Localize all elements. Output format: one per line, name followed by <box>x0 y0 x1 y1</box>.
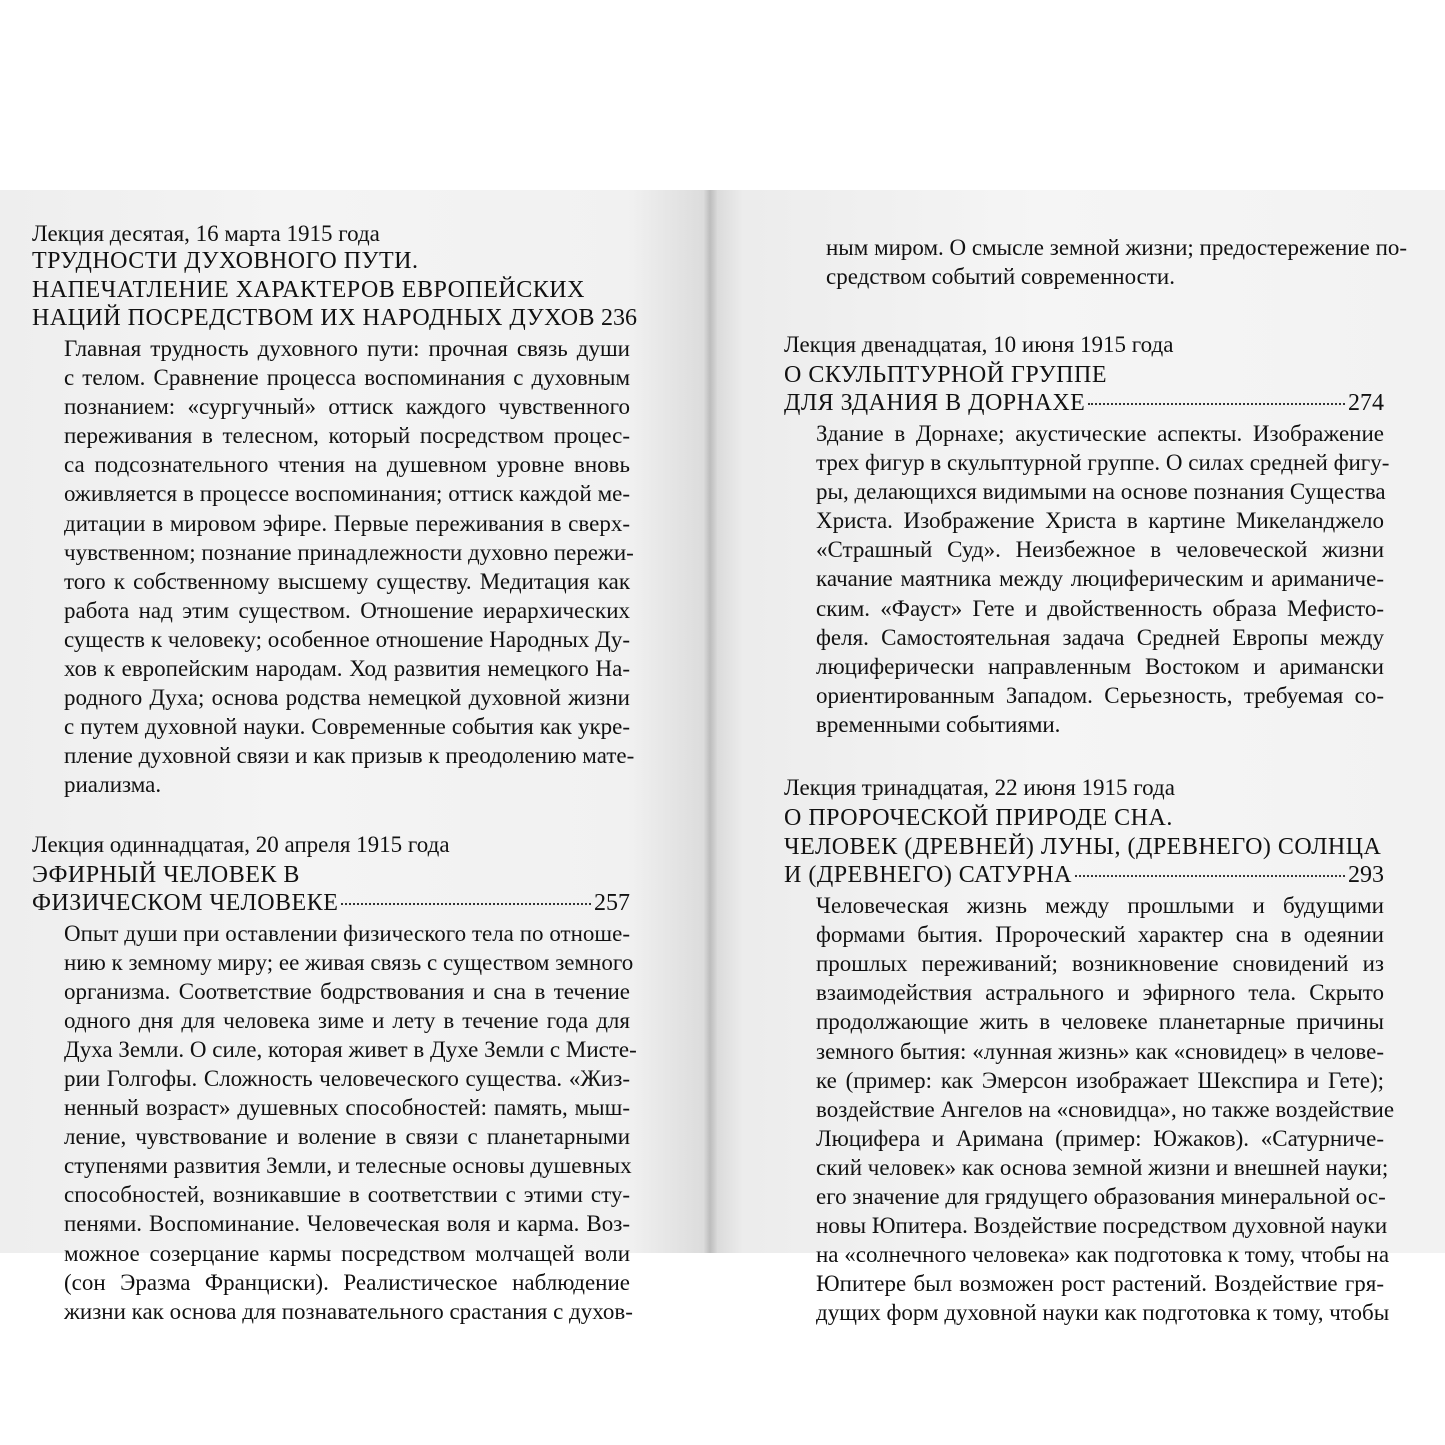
lecture-summary: Человеческая жизнь между прошлыми и будущими формами бытия. Пророческий характер сна в одеянии прошлых переживаний; возникновение сновидений из взаимодействия астрального и эфирного тела. Скрыто продолжающие жить в человеке планетарные причины земного бытия: «лунная жизнь» как «сновидец» в челове- ке (пример: как Эмерсон изображает Шекспира и Гете); воздействие Ангелов на «сновидца», но также воздействие Люцифера и Аримана (пример: Южаков). «Сатурниче- ский человек» как основа земной жизни и внешней науки; его значение для грядущего образования минеральной ос- новы Юпитера. Воздействие посредством духовной науки на «солнечного человека» как подготовка к тому, чтобы на Юпитере был возможен рост растений. Воздействие гря- дущих форм духовной науки как подготовка к тому, чтобы <box>816 893 1395 1326</box>
lecture-heading: Лекция тринадцатая, 22 июня 1915 года <box>784 775 1175 801</box>
lecture-title-line: НАЦИЙ ПОСРЕДСТВОМ ИХ НАРОДНЫХ ДУХОВ <box>32 305 596 331</box>
lecture-heading: Лекция двенадцатая, 10 июня 1915 года <box>784 332 1174 357</box>
page-number: 274 <box>1348 390 1384 416</box>
lecture-title-line: НАПЕЧАТЛЕНИЕ ХАРАКТЕРОВ ЕВРОПЕЙСКИХ <box>32 277 585 303</box>
lecture-title-line: О ПРОРОЧЕСКОЙ ПРИРОДЕ СНА. <box>784 805 1173 832</box>
lecture-title-line: ТРУДНОСТИ ДУХОВНОГО ПУТИ. <box>32 248 419 274</box>
left-column <box>32 220 638 1326</box>
page-number: 236 <box>601 305 638 331</box>
toc-entry-row[interactable] <box>32 890 630 917</box>
right-column <box>816 233 1408 291</box>
lecture-10-entry <box>32 220 638 800</box>
leader-dots <box>341 903 591 905</box>
right-column-entries <box>784 331 1395 1327</box>
lecture-11-entry <box>32 831 637 1326</box>
leader-dots <box>1088 403 1345 405</box>
toc-entry-row[interactable] <box>32 305 638 332</box>
continued-summary: ным миром. О смысле земной жизни; предостережение по- средством событий современности. <box>826 235 1408 290</box>
lecture-title-line: ЭФИРНЫЙ ЧЕЛОВЕК В <box>32 861 300 888</box>
lecture-title-line: О СКУЛЬПТУРНОЙ ГРУППЕ <box>784 362 1107 388</box>
lecture-title-line: ЧЕЛОВЕК (ДРЕВНЕЙ) ЛУНЫ, (ДРЕВНЕГО) СОЛНЦА <box>784 834 1382 861</box>
toc-entry-row[interactable] <box>784 862 1384 889</box>
page-number: 293 <box>1348 862 1384 889</box>
lecture-summary: Главная трудность духовного пути: прочная связь души с телом. Сравнение процесса воспоминания с духовным познанием: «сургучный» оттиск каждого чувственного переживания в телесном, который посредством процес- са подсознательного чтения на душевном уровне вновь оживляется в процессе воспоминания; оттиск каждой ме- дитации в мировом эфире. Первые переживания в сверх- чувственном; познание принадлежности духовно пережи- того к собственному высшему существу. Медитация как работа над этим существом. Отношение иерархических существ к человеку; особенное отношение Народных Ду- хов к европейским народам. Ход развития немецкого На- родного Духа; основа родства немецкой духовной жизни с путем духовной науки. Современные события как укре- пление духовной связи и как призыв к преодолению мате- риализма. <box>64 336 635 798</box>
lecture-heading: Лекция одиннадцатая, 20 апреля 1915 года <box>32 831 450 857</box>
lecture-13-entry <box>784 774 1395 1327</box>
lecture-heading: Лекция десятая, 16 марта 1915 года <box>32 221 380 246</box>
lecture-title-line: ФИЗИЧЕСКОМ ЧЕЛОВЕКЕ <box>32 889 339 916</box>
lecture-title-line: И (ДРЕВНЕГО) САТУРНА <box>784 862 1073 889</box>
book-spread <box>0 190 1445 1326</box>
leader-dots <box>1075 875 1345 877</box>
lecture-summary: Опыт души при оставлении физического тела по отноше- нию к земному миру; ее живая связь с существом земного организма. Соответствие бодрствования и сна в течение одного дня для человека зиме и лету в течение года для Духа Земли. О силе, которая живет в Духе Земли с Мисте- рии Голгофы. Сложность человеческого существа. «Жиз- ненный возраст» душевных способностей: память, мыш- ление, чувствование и воление в связи с планетарными ступенями развития Земли, и телесные основы душевных способностей, возникавшие в соответствии с этими сту- пенями. Воспоминание. Человеческая воля и карма. Воз- можное созерцание кармы посредством молчащей воли (сон Эразма Франциски). Реалистическое наблюдение жизни как основа для познавательного срастания с духов- <box>64 920 637 1324</box>
lecture-12-entry <box>784 331 1390 739</box>
lecture-summary: Здание в Дорнахе; акустические аспекты. Изображение трех фигур в скульптурной группе. О силах средней фигу- ры, делающихся видимыми на основе познания Существа Христа. Изображение Христа в картине Микеланджело «Страшный Суд». Неизбежное в человеческой жизни качание маятника между люциферическим и ариманиче- ским. «Фауст» Гете и двойственность образа Мефисто- феля. Самостоятельная задача Средней Европы между люциферически направленным Востоком и аримански ориентированным Западом. Серьезность, требуемая со- временными событиями. <box>816 421 1390 737</box>
page-number: 257 <box>594 889 630 916</box>
book-gutter <box>703 190 717 1253</box>
lecture-title-line: ДЛЯ ЗДАНИЯ В ДОРНАХЕ <box>784 390 1086 416</box>
toc-entry-row[interactable] <box>784 390 1384 417</box>
